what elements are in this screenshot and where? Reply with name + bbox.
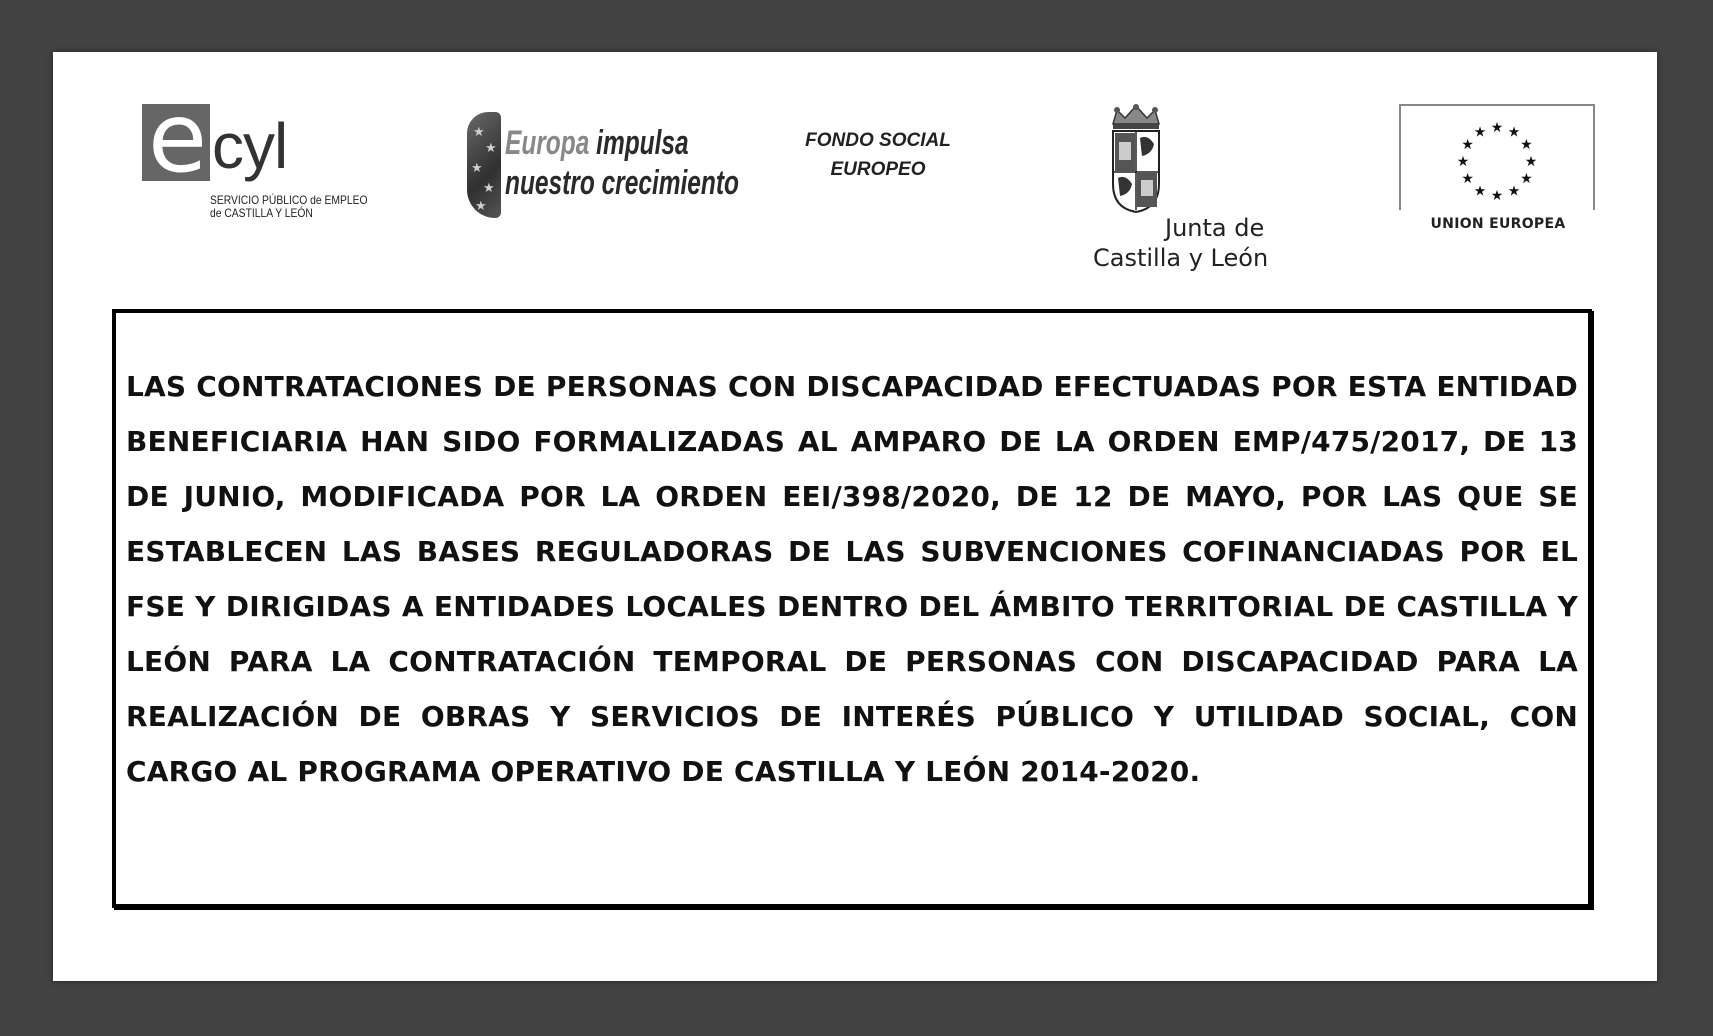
union-europea-label: UNION EUROPEA — [1430, 216, 1566, 232]
eu-flag-frame — [1399, 104, 1595, 210]
eu-star-icon: ★ — [1461, 137, 1474, 153]
eu-star-icon: ★ — [1520, 171, 1533, 187]
fondo-social-line1: FONDO SOCIAL — [805, 130, 951, 151]
notice-box — [112, 309, 1592, 908]
eu-star-icon: ★ — [1520, 137, 1533, 153]
eu-star-icon: ★ — [1507, 124, 1521, 141]
union-europea-logo — [1399, 104, 1593, 232]
ecyl-subtitle-line1: SERVICIO PÚBLICO de EMPLEO — [210, 193, 368, 207]
ecyl-subtitle-line2: de CASTILLA Y LEÓN — [210, 206, 313, 220]
junta-castilla-leon-logo — [1093, 102, 1293, 272]
coat-of-arms-icon — [1107, 104, 1165, 214]
eu-star-icon: ★ — [1473, 124, 1487, 141]
ecyl-logo-subtitle — [210, 194, 382, 220]
ecyl-logo — [142, 82, 372, 224]
fondo-social-line2: EUROPEO — [830, 159, 926, 180]
impulsa-word: impulsa — [596, 124, 689, 162]
fondo-social-europeo-label — [773, 126, 983, 184]
eu-stars-icon — [1445, 116, 1549, 206]
eu-flag-emblem-icon: ★ ★ ★ ★ ★ — [467, 112, 501, 218]
eu-star-icon: ★ — [1490, 188, 1504, 204]
ecyl-logo-e: e — [148, 82, 208, 194]
eu-star-icon: ★ — [1461, 171, 1474, 187]
eu-star-icon: ★ — [1524, 154, 1538, 170]
junta-line2: Castilla y León — [1093, 244, 1269, 272]
document-page — [53, 52, 1657, 981]
europa-impulsa-logo — [463, 110, 739, 222]
eu-star-icon: ★ — [1507, 183, 1521, 200]
junta-line1: Junta de — [1165, 214, 1265, 242]
europa-word: Europa — [505, 124, 590, 162]
eu-star-icon: ★ — [1490, 120, 1504, 136]
eu-star-icon: ★ — [1473, 183, 1487, 200]
ecyl-logo-wordmark: cyl — [212, 110, 288, 182]
eu-star-icon: ★ — [1456, 154, 1470, 170]
notice-text: LAS CONTRATACIONES DE PERSONAS CON DISCAPACIDAD EFECTUADAS POR ESTA ENTIDAD BENEFICIARIA HAN SIDO FORMALIZADAS AL AMPARO DE LA ORDEN EMP/475/2017, DE 13 DE JUNIO, MODIFICADA POR LA ORDEN EEI/398/2020, DE 12 DE MAYO, POR LAS QUE SE ESTABLECEN LAS BASES REGULADORAS DE LAS SUBVENCIONES COFINANCIADAS POR EL FSE Y DIRIGIDAS A ENTIDADES LOCALES DENTRO DEL ÁMBITO TERRITORIAL DE CASTILLA Y LEÓN PARA LA CONTRATACIÓN TEMPORAL DE PERSONAS CON DISCAPACIDAD PARA LA REALIZACIÓN DE OBRAS Y SERVICIOS DE INTERÉS PÚBLICO Y UTILIDAD SOCIAL, CON CARGO AL PROGRAMA OPERATIVO DE CASTILLA Y LEÓN 2014-2020. — [126, 370, 1578, 788]
europa-impulsa-line2: nuestro crecimiento — [505, 164, 739, 202]
europa-impulsa-line1 — [505, 124, 689, 163]
